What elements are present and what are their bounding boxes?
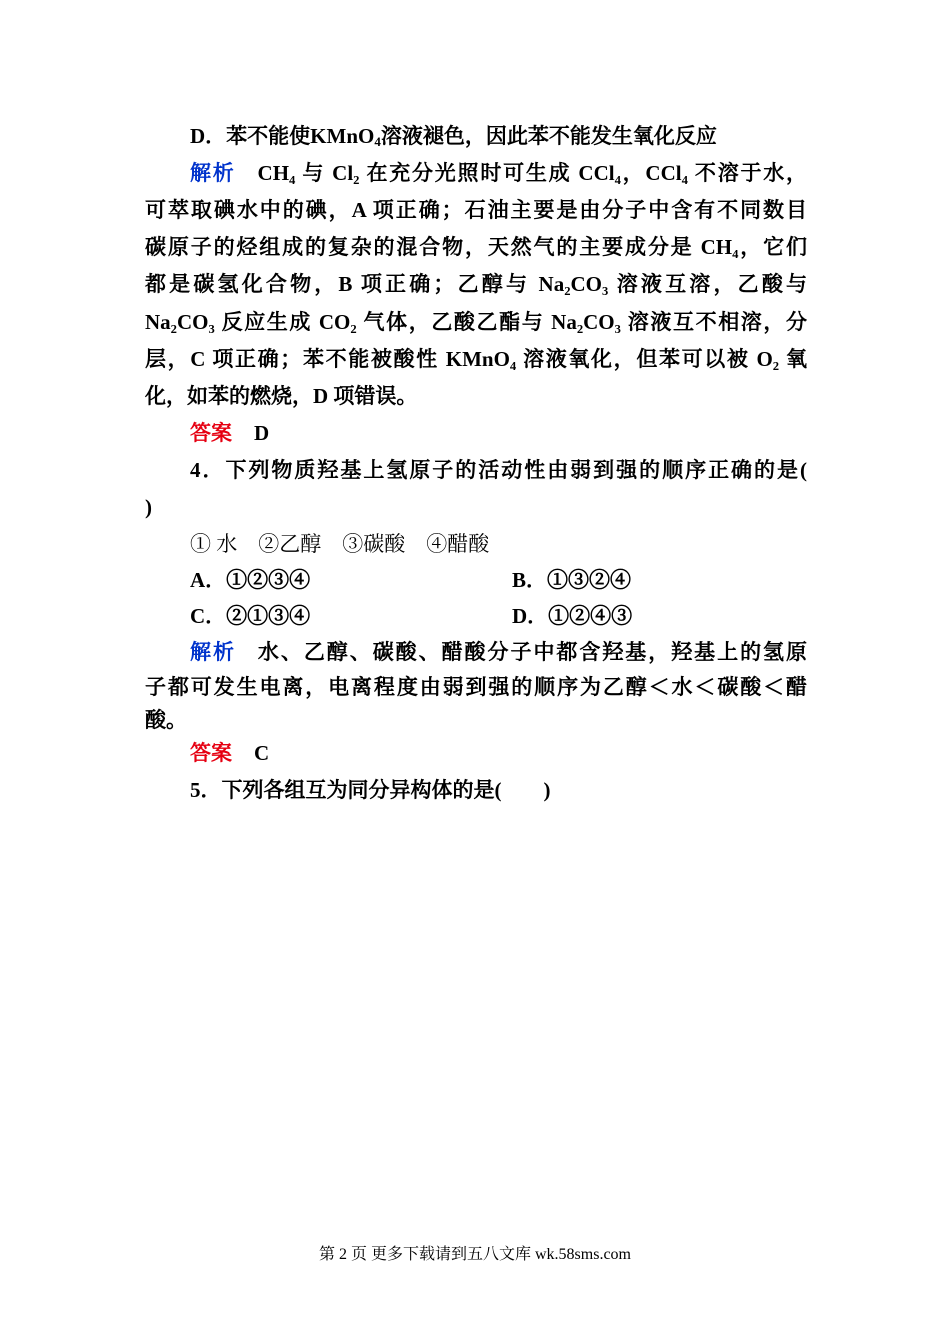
q3-analysis-line-1: 可萃取碘水中的碘，A 项正确；石油主要是由分子中含有不同数目 [145, 198, 807, 222]
q5-question: 5．下列各组互为同分异构体的是( ) [190, 778, 551, 802]
q4-answer-value: C [254, 741, 270, 765]
q3-analysis-first-text: CH₄ 与 Cl₂ 在充分光照时可生成 CCl₄，CCl₄ 不溶于水， [257, 161, 808, 185]
q4-answer-label: 答案 [190, 741, 232, 765]
q3-answer [190, 418, 807, 448]
q4-items: ① 水 ②乙醇 ③碳酸 ④醋酸 [190, 532, 490, 556]
q3-analysis-line-5: 层，C 项正确；苯不能被酸性 KMnO₄ 溶液氧化，但苯可以被 O₂ 氧 [145, 347, 807, 371]
q3-option-d-text-2: KMnO [310, 124, 375, 148]
page-footer: 第 2 页 更多下载请到五八文库 wk.58sms.com [318, 1246, 631, 1263]
q4-option-a: A．①②③④ [190, 568, 311, 592]
q4-option-c: C．②①③④ [190, 604, 311, 628]
q4-option-b: B．①③②④ [512, 568, 632, 592]
q3-option-d [190, 121, 807, 151]
q3-option-d-label: D． [190, 124, 227, 148]
q3-analysis-line-3: 都是碳氢化合物，B 项正确；乙醇与 Na₂CO₃ 溶液互溶，乙酸与 [145, 272, 807, 296]
q4-option-d: D．①②④③ [512, 604, 633, 628]
q3-answer-label: 答案 [190, 421, 232, 445]
q3-answer-value: D [254, 421, 270, 445]
q3-option-d-text-1: 苯不能使 [226, 124, 311, 148]
q3-option-d-text-3: 溶液褪色，因此苯不能发生氧化反应 [380, 124, 717, 148]
q4-analysis-first-line [190, 637, 807, 667]
q3-analysis-line-4: Na₂CO₃ 反应生成 CO₂ 气体，乙酸乙酯与 Na₂CO₃ 溶液互不相溶，分 [145, 310, 807, 334]
q3-analysis-line-6: 化，如苯的燃烧，D 项错误。 [145, 384, 418, 408]
q4-analysis-first-text: 水、乙醇、碳酸、醋酸分子中都含羟基，羟基上的氢原 [257, 640, 807, 664]
q4-analysis-line-2: 子都可发生电离，电离程度由弱到强的顺序为乙醇＜水＜碳酸＜醋 [145, 675, 807, 699]
q3-analysis-line-2: 碳原子的烃组成的复杂的混合物，天然气的主要成分是 CH₄，它们 [145, 235, 807, 259]
q3-analysis-first-line [190, 158, 807, 188]
q4-answer [190, 738, 807, 768]
q3-analysis-label: 解析 [190, 161, 236, 185]
q4-analysis-line-3: 酸。 [145, 708, 187, 732]
q4-question-line-1: 4．下列物质羟基上氢原子的活动性由弱到强的顺序正确的是( [190, 458, 807, 482]
q4-question-line-2: ) [145, 495, 152, 519]
q4-analysis-label: 解析 [190, 640, 236, 664]
q3-option-d-sub: 4 [374, 134, 381, 149]
